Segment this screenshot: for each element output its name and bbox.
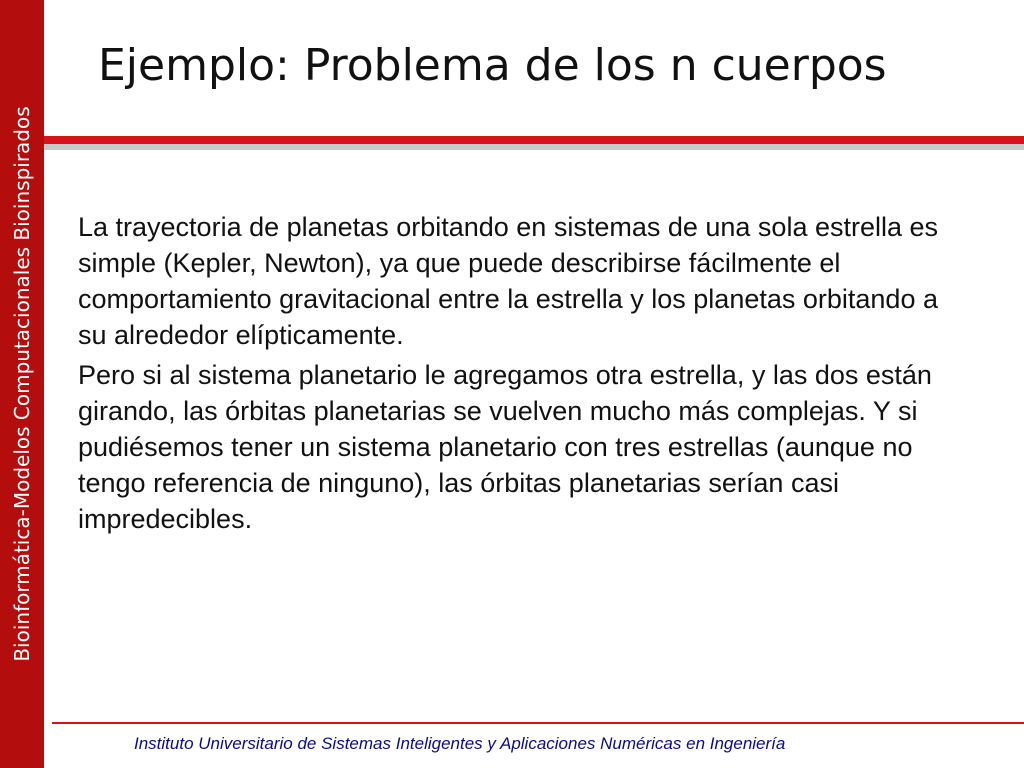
paragraph-multiple-stars: Pero si al sistema planetario le agregamos otra estrella, y las dos están girando, las órbitas planetarias se vuelven mucho más complejas. Y si pudiésemos tener un sistema planetario con tres estrellas (aunque no tengo referencia de ninguno), las órbitas planetarias serían casi impredecibles. <box>78 360 932 534</box>
slide-body <box>78 209 958 541</box>
title-divider-red <box>44 136 1024 144</box>
sidebar-course-label: Bioinformática-Modelos Computacionales Bioinspirados <box>10 106 34 662</box>
footer-institute: Instituto Universitario de Sistemas Inteligentes y Aplicaciones Numéricas en Ingeniería <box>134 734 786 753</box>
paragraph-kepler: La trayectoria de planetas orbitando en sistemas de una sola estrella es simple (Kepler, Newton), ya que puede describirse fácilmente el comportamiento gravitacional entre la estrella y los planetas orbitando a su alrededor elípticamente. <box>78 212 939 350</box>
title-divider-grey <box>44 144 1024 150</box>
footer-divider <box>52 722 1024 724</box>
sidebar-band <box>0 0 44 768</box>
slide-title: Ejemplo: Problema de los n cuerpos <box>98 40 887 91</box>
